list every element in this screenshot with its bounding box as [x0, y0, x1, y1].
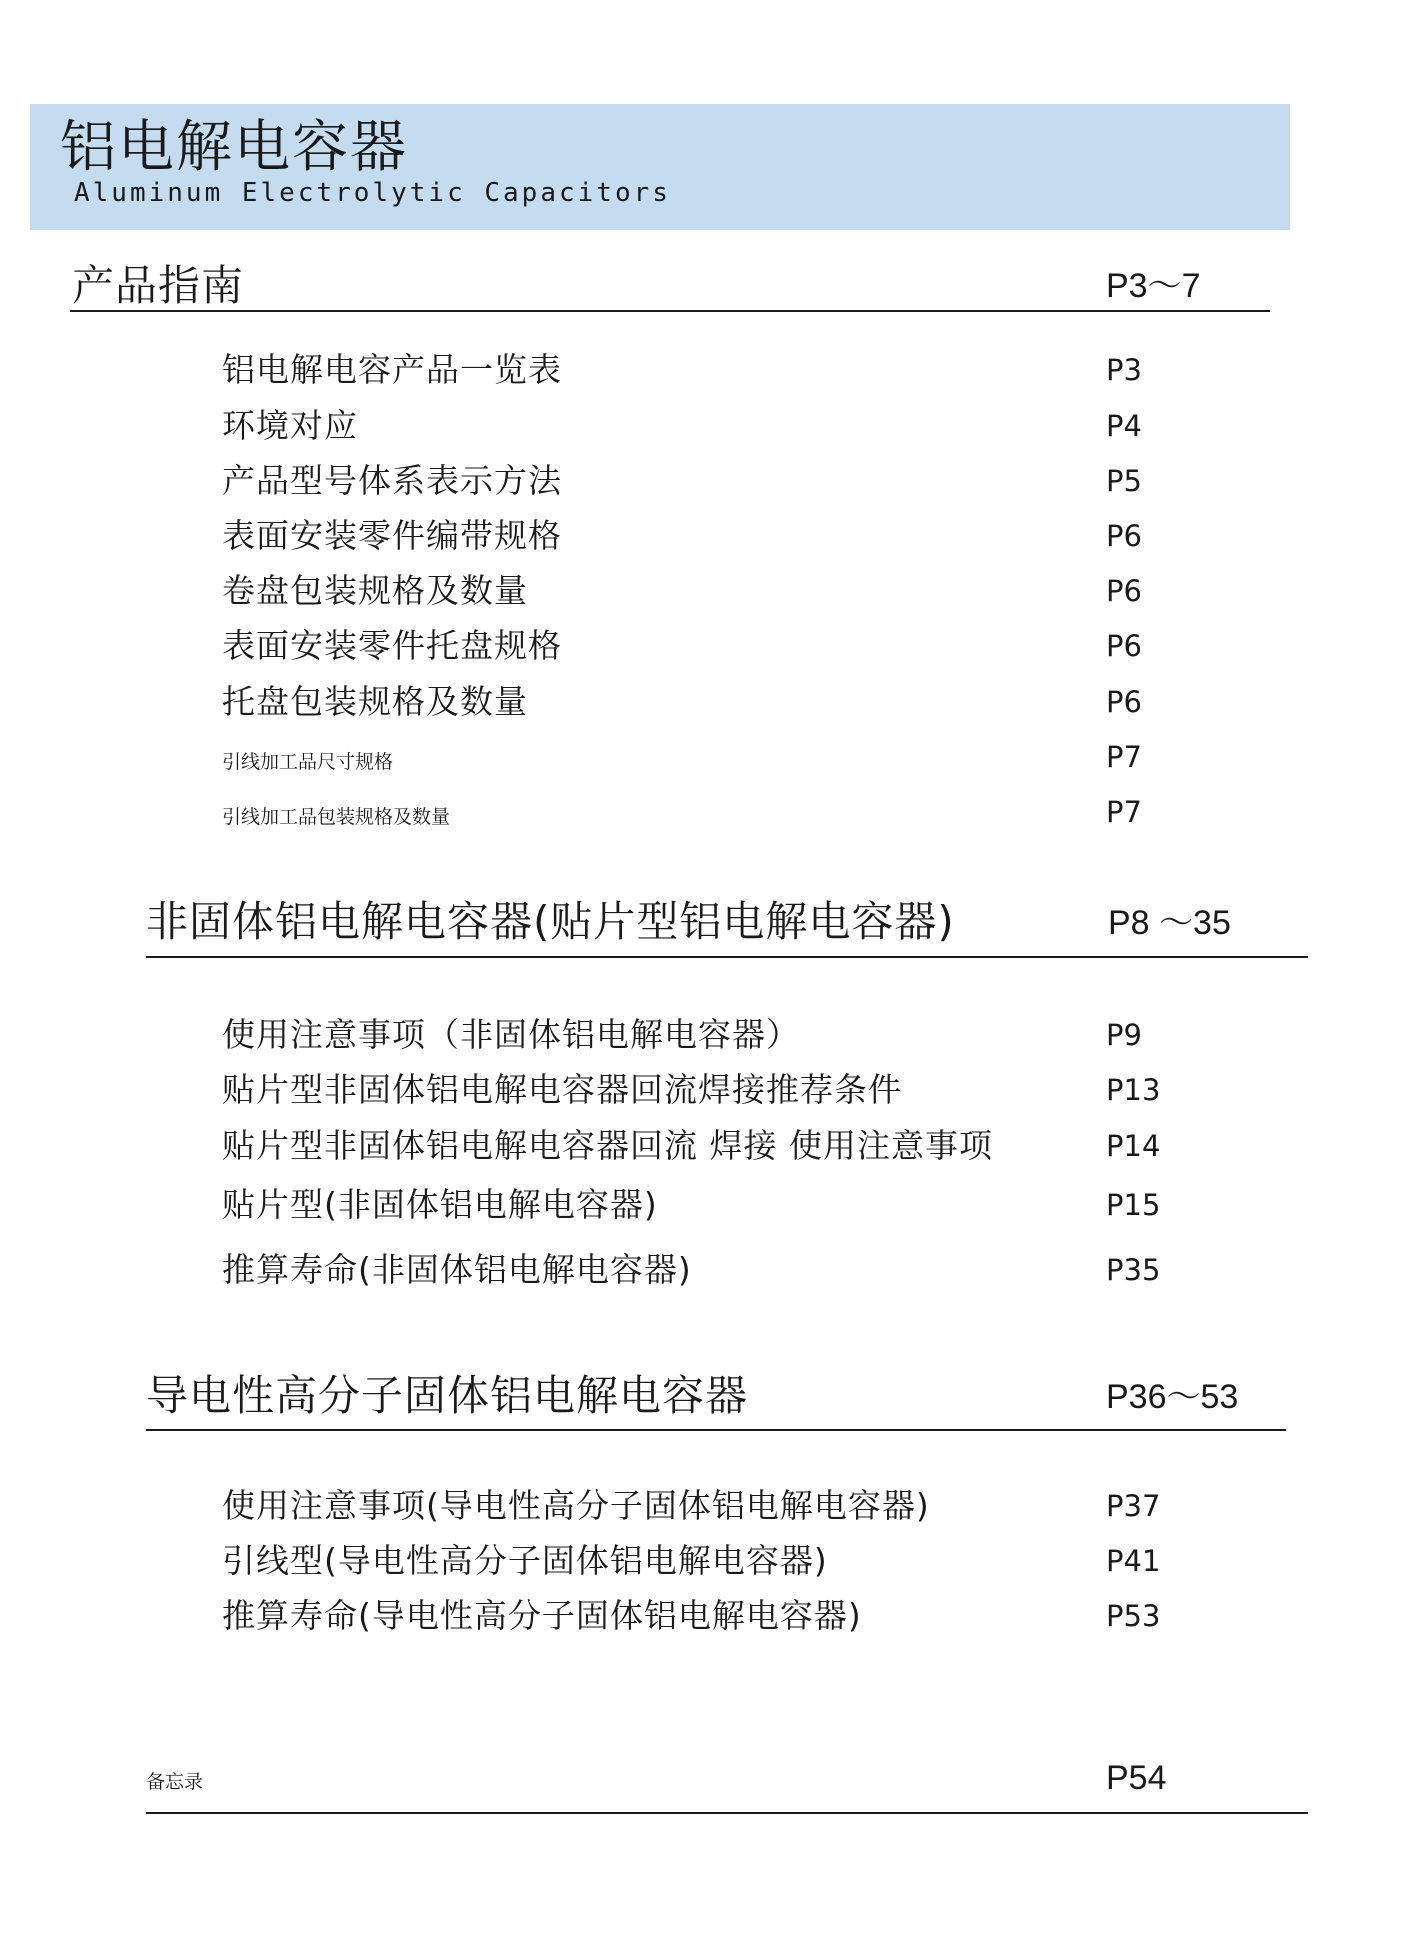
toc-item[interactable]: 铝电解电容产品一览表: [222, 350, 562, 389]
memo-title[interactable]: 备忘录: [146, 1771, 204, 1793]
toc-item-page[interactable]: P3: [1106, 353, 1142, 387]
section-title-product-guide: 产品指南: [72, 261, 245, 310]
toc-item-page[interactable]: P53: [1106, 1599, 1161, 1633]
toc-item[interactable]: 贴片型(非固体铝电解电容器): [222, 1185, 658, 1224]
section-title-non-solid: 非固体铝电解电容器(贴片型铝电解电容器): [146, 897, 955, 946]
memo-page[interactable]: P54: [1106, 1759, 1167, 1797]
toc-item[interactable]: 引线型(导电性高分子固体铝电解电容器): [222, 1541, 828, 1580]
section-divider: [146, 956, 1308, 958]
toc-item-page[interactable]: P37: [1106, 1489, 1161, 1523]
toc-item[interactable]: 引线加工品尺寸规格: [222, 751, 394, 773]
toc-item-page[interactable]: P7: [1106, 740, 1142, 774]
section-divider: [70, 310, 1270, 312]
toc-item-page[interactable]: P15: [1106, 1188, 1161, 1222]
toc-item-page[interactable]: P6: [1106, 519, 1142, 553]
toc-item[interactable]: 贴片型非固体铝电解电容器回流 焊接 使用注意事项: [222, 1126, 993, 1165]
toc-item-page[interactable]: P6: [1106, 685, 1142, 719]
toc-item-page[interactable]: P35: [1106, 1253, 1161, 1287]
section-pages-non-solid: P8 ～35: [1108, 904, 1231, 942]
toc-item[interactable]: 推算寿命(非固体铝电解电容器): [222, 1250, 692, 1289]
section-pages-conductive-polymer: P36～53: [1106, 1378, 1239, 1416]
toc-item-page[interactable]: P4: [1106, 409, 1142, 443]
document-title: 铝电解电容器: [60, 115, 408, 180]
toc-item-page[interactable]: P41: [1106, 1544, 1161, 1578]
toc-item[interactable]: 推算寿命(导电性高分子固体铝电解电容器): [222, 1596, 862, 1635]
toc-item-page[interactable]: P6: [1106, 629, 1142, 663]
toc-item-page[interactable]: P6: [1106, 574, 1142, 608]
toc-item[interactable]: 托盘包装规格及数量: [222, 682, 528, 721]
toc-item-page[interactable]: P14: [1106, 1129, 1161, 1163]
toc-item[interactable]: 表面安装零件编带规格: [222, 516, 562, 555]
toc-item[interactable]: 表面安装零件托盘规格: [222, 626, 562, 665]
toc-item[interactable]: 卷盘包装规格及数量: [222, 571, 528, 610]
toc-item[interactable]: 环境对应: [222, 406, 358, 445]
toc-item-page[interactable]: P9: [1106, 1018, 1142, 1052]
toc-item[interactable]: 使用注意事项(导电性高分子固体铝电解电容器): [222, 1486, 930, 1525]
section-divider: [146, 1429, 1286, 1431]
toc-item[interactable]: 产品型号体系表示方法: [222, 461, 562, 500]
section-pages-product-guide: P3～7: [1106, 267, 1201, 305]
toc-item-page[interactable]: P5: [1106, 464, 1142, 498]
toc-item[interactable]: 引线加工品包装规格及数量: [222, 806, 451, 828]
toc-item[interactable]: 贴片型非固体铝电解电容器回流焊接推荐条件: [222, 1070, 902, 1109]
footer-divider: [146, 1812, 1308, 1814]
document-subtitle: Aluminum Electrolytic Capacitors: [74, 178, 671, 208]
section-title-conductive-polymer: 导电性高分子固体铝电解电容器: [146, 1371, 749, 1420]
header-banner: [30, 104, 1290, 230]
toc-item-page[interactable]: P7: [1106, 795, 1142, 829]
toc-item[interactable]: 使用注意事项（非固体铝电解电容器）: [222, 1015, 800, 1054]
toc-item-page[interactable]: P13: [1106, 1073, 1161, 1107]
